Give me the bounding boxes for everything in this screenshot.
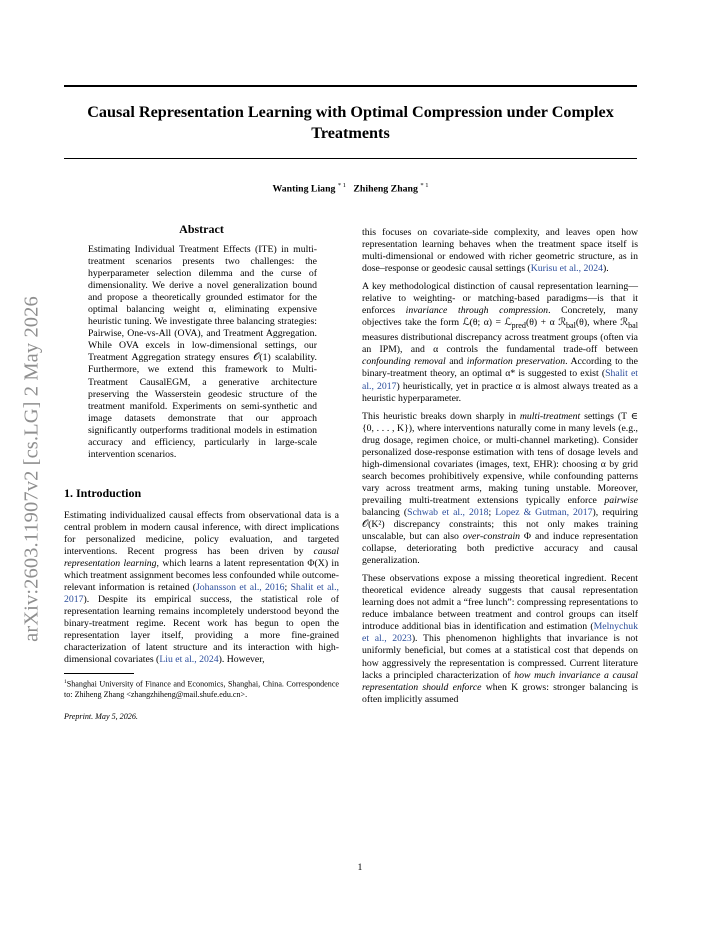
body-paragraph: These observations expose a missing theoretical ingredient. Recent theoretical evidence already suggests that causal representation learning does not admit a “free lunch”: compressing representations to reduce imbalance between treatment and control groups can itself introduce additional bias in identification and estimation (Melnychuk et al., 2023). This phenomenon highlights that invariance is not uniformly beneficial, but comes at a statistical cost that depends on how aggressively the representation is compressed. Current literature lacks a principled characterization of how much invariance a causal representation should enforce when K grows: stronger balancing is often implicitly assumed xyxy=(362,573,638,705)
author-affiliation-mark: * 1 xyxy=(420,182,429,189)
footnote-rule xyxy=(64,673,134,674)
citation-link[interactable]: Melnychuk et al., 2023 xyxy=(362,621,638,645)
top-rule xyxy=(64,85,637,87)
page-number: 1 xyxy=(357,862,363,873)
citation-link[interactable]: Shalit et al., 2017 xyxy=(362,368,639,392)
arxiv-sidebar xyxy=(10,263,54,675)
arxiv-identifier: arXiv:2603.11907v2 [cs.LG] 2 May 2026 xyxy=(20,296,43,642)
citation-link[interactable]: Schwab et al., 2018 xyxy=(407,506,489,518)
body-paragraph: A key methodological distinction of causal representation learning—relative to weighting- or matching-based paradigms—is that it enforces invariance through compression. Concretely, many objectives take the form ℒ(θ; α) = ℒ$_{pred}$(θ) + α ℛ$_{bal}$(θ), where ℛ$_{bal}$ measures distributional discrepancy across treatment groups (often via an IPM), and α controls the fundamental trade-off between confounding removal and information preservation. According to the binary-treatment theory, an optimal α* is suggested to exist (Shalit et al., 2017) heuristically, yet in practice α is almost always treated as a heuristic hyperparameter. xyxy=(362,281,639,404)
citation-link[interactable]: Lopez & Gutman, 2017 xyxy=(495,506,593,518)
preprint-date: Preprint. May 5, 2026. xyxy=(64,711,138,721)
right-column xyxy=(362,227,638,712)
author-name: Zhiheng Zhang xyxy=(353,183,418,195)
bottom-rule xyxy=(64,158,637,159)
body-paragraph: this focuses on covariate-side complexity, and leaves open how representation learning behaves when the treatment space itself is multi-dimensional or endowed with richer geometric structure, as in dose–response or geodesic causal settings (Kurisu et al., 2024). xyxy=(362,227,638,275)
section-heading-introduction: 1. Introduction xyxy=(64,485,142,500)
citation-link[interactable]: Liu et al., 2024 xyxy=(159,654,219,666)
paper-title: Causal Representation Learning with Optimal Compression under Complex Treatments xyxy=(87,103,614,142)
citation-link[interactable]: Kurisu et al., 2024 xyxy=(530,263,603,275)
body-paragraph: This heuristic breaks down sharply in multi-treatment settings (T ∈ {0, . . . , K}), where interventions naturally come in many levels (e.g., drug dosage, regimen choice, or multi-channel marketing). Consider personalized dose-response estimation with tens of dosage levels and high-dimensional covariates (images, text, EHR): choosing α by grid search becomes prohibitively expensive, while confounding patterns vary across treatment arms, making tuning unstable. Moreover, prevailing multi-treatment extensions typically enforce pairwise balancing (Schwab et al., 2018; Lopez & Gutman, 2017), requiring 𝒪(K²) discrepancy constraints; this not only makes training unscalable, but can also over-constrain Φ and induce representation collapse, deteriorating both predictive accuracy and causal generalization. xyxy=(362,410,639,567)
abstract-body: Estimating Individual Treatment Effects (ITE) in multi-treatment scenarios presents two challenges: the hyperparameter selection dilemma and the curse of dimensionality. We derive a novel generalization bound and propose a theoretically grounded estimator for the optimal balancing weight α, eliminating expensive heuristic tuning. We investigate three balancing strategies: Pairwise, One-vs-All (OVA), and Treatment Aggregation. While OVA excels in low-dimensional settings, our Treatment Aggregation strategy ensures 𝒪(1) scalability. Furthermore, we extend this framework to Multi-Treatment CausalEGM, a generative architecture preserving the Wasserstein geodesic structure of the treatment manifold. Experiments on semi-synthetic and image datasets demonstrate that our approach significantly outperforms traditional models in estimation accuracy and efficiency, particularly in large-scale intervention scenarios. xyxy=(88,244,317,460)
intro-paragraph: Estimating individualized causal effects from observational data is a central problem in modern causal inference, with direct implications for personalized medicine, policy evaluation, and targeted interventions. Recent progress has been driven by causal representation learning, which learns a latent representation Φ(X) in which treatment assignment becomes less confounded while outcome-relevant information is retained (Johansson et al., 2016; Shalit et al., 2017). Despite its empirical success, the statistical role of representation learning remains incompletely understood beyond the binary-treatment regime. Recent work has begun to open the representation layer itself, providing a more fine-grained characterization of latent structure and its interaction with high-dimensional covariates (Liu et al., 2024). However, xyxy=(64,509,340,666)
citation-link[interactable]: Johansson et al., 2016 xyxy=(195,582,285,594)
affiliation-footnote: $^1$Shanghai University of Finance and Economics, Shanghai, China. Correspondence to: Zhiheng Zhang <zhangzhiheng@mail.shufe.edu.cn>. xyxy=(64,679,339,699)
abstract-heading: Abstract xyxy=(179,222,224,236)
author-affiliation-mark: * 1 xyxy=(337,182,346,189)
citation-link[interactable]: Shalit et al., 2017 xyxy=(64,582,339,606)
left-column xyxy=(64,222,339,721)
author-name: Wanting Liang xyxy=(272,183,336,195)
author-list xyxy=(64,182,637,194)
